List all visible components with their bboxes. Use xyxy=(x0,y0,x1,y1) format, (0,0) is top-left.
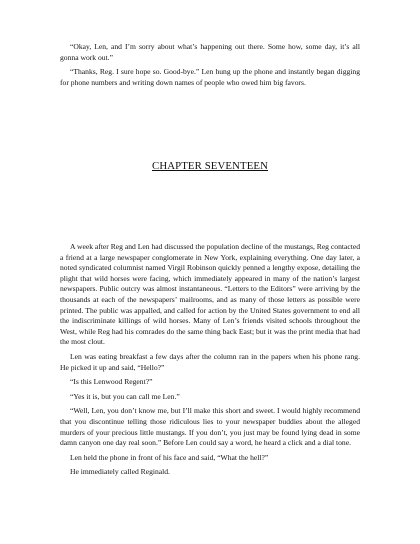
paragraph-week-after: A week after Reg and Len had discussed the population decline of the mustangs, Reg contacted a friend at a large newspaper conglomerate in New York, explaining everything. One day later, a noted syndicated columnist named Virgil Robinson quickly penned a lengthy expose, detailing the plight that wild horses were facing, which immediately appeared in many of the nation’s largest newspapers. Public outcry was almost instantaneous. “Letters to the Editors” were arriving by the thousands at each of the newspapers’ mailrooms, and as many of those letters as possible were printed. The public was appalled, and called for action by the United States government to end all the indiscriminate killings of wild horses. Many of Len’s friends visited schools throughout the West, while Reg had his comrades do the same thing back East; but it was the print media that had the most clout. xyxy=(60,242,360,347)
chapter-heading: CHAPTER SEVENTEEN xyxy=(152,160,268,172)
paragraph-okay-len: “Okay, Len, and I’m sorry about what’s happening out there. Some how, some day, it’s all gonna work out.” xyxy=(60,42,360,62)
paragraph-is-this-lenwood: “Is this Lenwood Regent?” xyxy=(70,377,153,387)
chapter-body xyxy=(60,242,360,482)
paragraph-called-reginald: He immediately called Reginald. xyxy=(70,467,170,477)
paragraph-what-the-hell: Len held the phone in front of his face and said, “What the hell?” xyxy=(70,452,269,462)
paragraph-thanks-reg: “Thanks, Reg. I sure hope so. Good-bye.” Len hung up the phone and instantly began digging for phone numbers and writing down names of people who owed him big favors. xyxy=(60,67,360,87)
paragraph-threat-call: “Well, Len, you don’t know me, but I’ll make this short and sweet. I would highly recommend that you discontinue telling those ridiculous lies to your newspaper buddies about the alleged murders of your precious little mustangs. If you don’t, you just may be found lying dead in some damn canyon one day real soon.” Before Len could say a word, he heard a click and a dial tone. xyxy=(60,406,360,448)
paragraph-breakfast: Len was eating breakfast a few days after the column ran in the papers when his phone rang. He picked it up and said, “Hello?” xyxy=(60,351,360,372)
top-text-block xyxy=(60,42,360,92)
paragraph-yes-it-is: “Yes it is, but you can call me Len.” xyxy=(70,391,180,401)
